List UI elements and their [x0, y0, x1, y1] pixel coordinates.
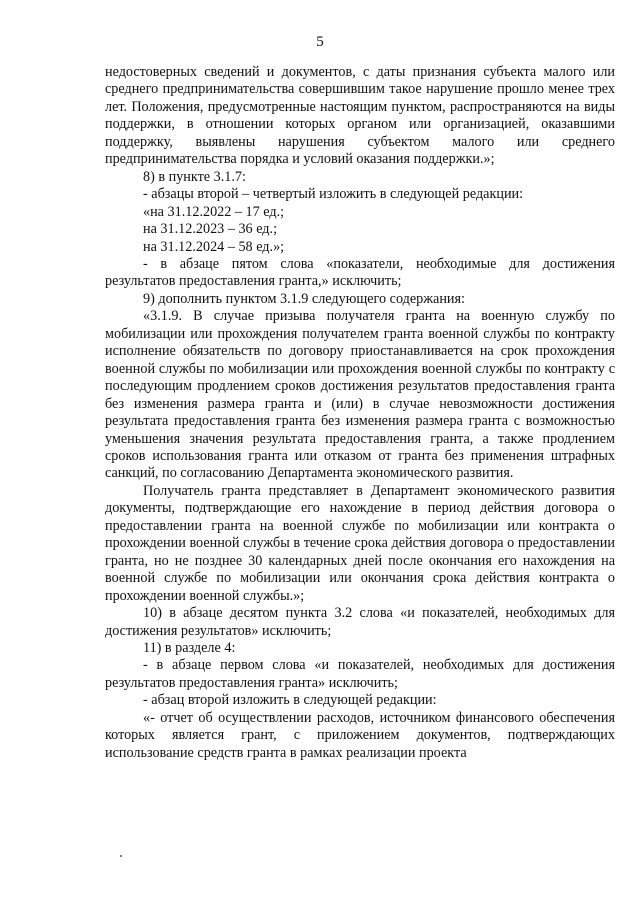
paragraph-point-3-1-9: «3.1.9. В случае призыва получателя гранта на военную службу по мобилизации или прохождения получателем гранта военной службы по контракту исполнение обязательств по договору приостанавливается на срок прохождения военной службы по мобилизации или прохождения военной службы по контракту с последующим продлением сроков достижения результатов предоставления гранта без изменения размера гранта и (или) в случае невозможности достижения результата предоставления гранта без изменения размера гранта с возможностью уменьшения значения результата предоставления гранта, а также продлением сроков использования гранта или отказом от гранта без применения штрафных санкций, по согласованию Департамента экономического развития. [105, 308, 615, 482]
paragraph-item-8: 8) в пункте 3.1.7: [143, 168, 246, 185]
paragraph-continuation: недостоверных сведений и документов, с даты признания субъекта малого или среднего предпринимательства совершившим такое нарушение прошло менее трех лет. Положения, предусмотренные настоящим пунктом, распространяются на виды поддержки, в отношении которых органом или организацией, оказавшими поддержку, выявлены нарушения субъектом малого или среднего предпринимательства порядка и условий оказания поддержки.»; [105, 64, 615, 168]
document-body [105, 64, 615, 762]
paragraph-item-11-second: - абзац второй изложить в следующей редакции: [143, 692, 437, 709]
paragraph-value-2023: на 31.12.2023 – 36 ед.; [143, 221, 278, 238]
paragraph-value-2024: на 31.12.2024 – 58 ед.»; [143, 238, 285, 255]
paragraph-item-11-first: - в абзаце первом слова «и показателей, необходимых для достижения результатов предоставления гранта» исключить; [105, 657, 615, 691]
paragraph-item-11: 11) в разделе 4: [143, 639, 236, 656]
scan-artifact [120, 855, 122, 857]
paragraph-value-2022: «на 31.12.2022 – 17 ед.; [143, 203, 285, 220]
paragraph-item-10: 10) в абзаце десятом пункта 3.2 слова «и показателей, необходимых для достижения результатов» исключить; [105, 605, 615, 639]
paragraph-report: «- отчет об осуществлении расходов, источником финансового обеспечения которых является грант, с приложением документов, подтверждающих использование средств гранта в рамках реализации проекта [105, 709, 615, 761]
paragraph-item-8-fifth: - в абзаце пятом слова «показатели, необходимые для достижения результатов предоставления гранта,» исключить; [105, 255, 615, 290]
paragraph-item-9: 9) дополнить пунктом 3.1.9 следующего содержания: [143, 290, 465, 307]
paragraph-grant-recipient: Получатель гранта представляет в Департамент экономического развития документы, подтверждающие его нахождение в период действия договора о предоставлении гранта на военной службе по мобилизации или контракта о прохождении военной службы в течение срока действия договора о предоставлении гранта, но не позднее 30 календарных дней после окончания его нахождения на военной службе по мобилизации или окончания срока действия контракта о прохождении военной службы.»; [105, 482, 615, 604]
paragraph-item-8-paragraphs: - абзацы второй – четвертый изложить в следующей редакции: [143, 186, 524, 203]
page-number: 5 [316, 34, 324, 50]
